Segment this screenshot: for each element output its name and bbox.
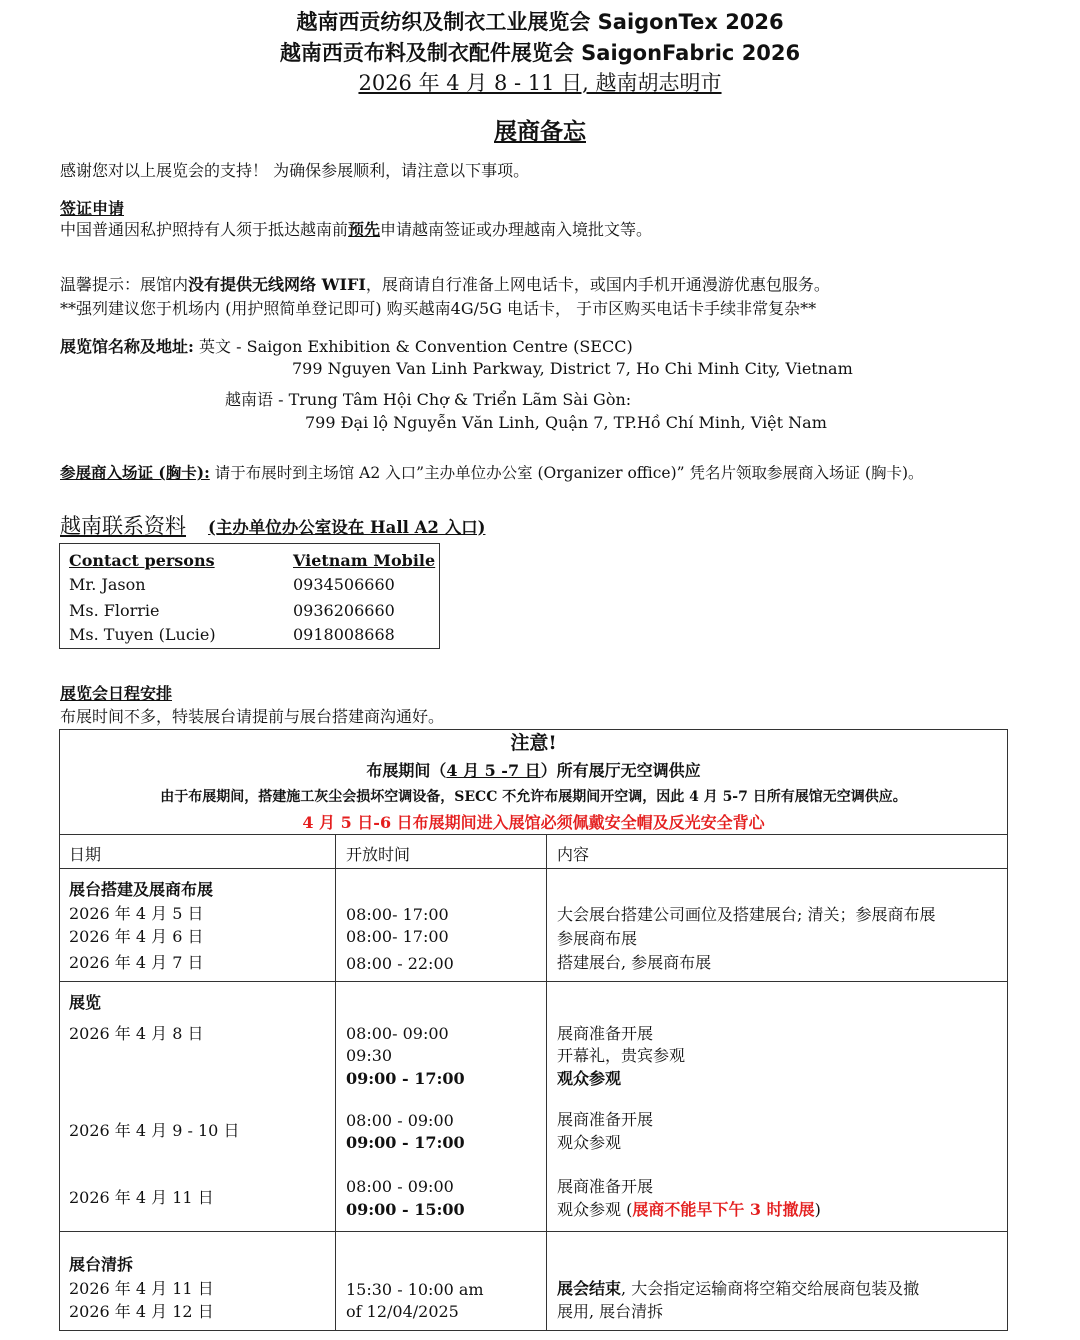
visa-text-part1: 中国普通因私护照持有人须于抵达越南前 [60,220,349,239]
row-divider [60,834,1007,835]
contacts-table [59,543,440,649]
show-day2-hours: 08:00 - 09:00 [346,1111,454,1130]
teardown-hours: of 12/04/2025 [346,1302,459,1321]
teardown-content-bold: 展会结束 [557,1279,622,1298]
teardown-date: 2026 年 4 月 11 日 [69,1279,214,1298]
teardown-content: 展用, 展台清拆 [557,1302,664,1321]
column-divider [546,834,547,1330]
setup-hours: 08:00- 17:00 [346,905,449,924]
show-day3-hours: 09:00 - 15:00 [346,1200,465,1219]
teardown-content-rest: , 大会指定运输商将空箱交给展商包装及撤 [621,1279,920,1298]
sim-card-advice: **强列建议您于机场内 (用护照简单登记即可) 购买越南4G/5G 电话卡， 于市区购买电话卡手续非常复杂** [60,299,817,318]
contact-phone: 0918008668 [293,625,395,644]
visa-text-part2: 申请越南签证或办理越南入境批文等。 [380,220,653,239]
setup-date: 2026 年 4 月 5 日 [69,904,204,923]
setup-title: 展台搭建及展商布展 [69,880,214,899]
show-day1-content: 观众参观 [557,1069,622,1088]
notice-ac-part1: 布展期间（ [366,761,447,780]
contacts-heading: 越南联系资料 [60,514,186,538]
notice-ac-part2: ）所有展厅无空调供应 [540,761,701,780]
wifi-notice-part2: ，展商请自行准备上网电话卡，或国内手机开通漫游优惠包服务。 [365,275,830,294]
venue-label: 展览馆名称及地址: [60,337,194,356]
show-day3-hours: 08:00 - 09:00 [346,1177,454,1196]
setup-date: 2026 年 4 月 6 日 [69,927,204,946]
wifi-notice [60,274,830,296]
notice-title: 注意! [510,732,557,754]
contact-name: Ms. Florrie [69,601,160,620]
contact-phone: 0934506660 [293,575,395,594]
teardown-hours: 15:30 - 10:00 am [346,1280,484,1299]
show-day1-hours: 09:30 [346,1046,393,1065]
notice-safety: 4 月 5 日-6 日布展期间进入展馆必须佩戴安全帽及反光安全背心 [302,813,765,832]
memo-title: 展商备忘 [494,118,586,145]
teardown-title: 展台清拆 [69,1255,134,1274]
show-day1-content: 展商准备开展 [557,1024,654,1043]
show-day3-date: 2026 年 4 月 11 日 [69,1188,214,1207]
setup-content: 大会展台搭建公司画位及搭建展台; 清关；参展商布展 [557,905,936,924]
visa-text [60,219,652,241]
venue-english [60,336,633,358]
setup-date: 2026 年 4 月 7 日 [69,953,204,972]
notice-detail: 由于布展期间，搭建施工灰尘会损坏空调设备，SECC 不允许布展期间开空调，因此 4 月 5-7 日所有展馆无空调供应。 [160,789,907,805]
exhibition-title-line1: 越南西贡纺织及制衣工业展览会 SaigonTex 2026 [296,10,784,34]
schedule-subtext: 布展时间不多，特装展台请提前与展台搭建商沟通好。 [60,707,445,726]
show-day3-note-part2: ) [814,1200,821,1219]
show-day2-content: 观众参观 [557,1133,622,1152]
venue-vietnamese [225,389,631,411]
exhibition-date-line: 2026 年 4 月 8 - 11 日, 越南胡志明市 [358,71,722,95]
contact-name: Mr. Jason [69,575,146,594]
teardown-content [557,1278,919,1300]
contact-name: Ms. Tuyen (Lucie) [69,625,216,644]
show-day1-date: 2026 年 4 月 8 日 [69,1024,204,1043]
show-day2-content: 展商准备开展 [557,1110,654,1129]
schedule-heading: 展览会日程安排 [60,684,173,703]
show-day1-hours: 09:00 - 17:00 [346,1069,465,1088]
contacts-col-name: Contact persons [69,551,215,570]
wifi-notice-part1: 温馨提示：展馆内 [60,275,189,294]
venue-en-prefix: 英文 - [199,337,242,356]
setup-hours: 08:00- 17:00 [346,927,449,946]
col-header-hours: 开放时间 [346,845,411,864]
teardown-date: 2026 年 4 月 12 日 [69,1302,214,1321]
show-day2-hours: 09:00 - 17:00 [346,1133,465,1152]
intro-text: 感谢您对以上展览会的支持！ 为确保参展顺利，请注意以下事项。 [60,161,530,180]
col-header-content: 内容 [557,845,590,864]
setup-hours: 08:00 - 22:00 [346,954,454,973]
contacts-note: (主办单位办公室设在 Hall A2 入口) [208,518,486,537]
show-day3-warning: 展商不能早下午 3 时撤展 [632,1200,815,1219]
setup-content: 搭建展台, 参展商布展 [557,953,712,972]
exhibitor-badge-info [60,463,924,484]
show-day3-content-note [557,1199,821,1221]
show-day1-hours: 08:00- 09:00 [346,1024,449,1043]
visa-text-emphasis: 预先 [348,220,381,239]
setup-content: 参展商布展 [557,929,638,948]
venue-vn-address: 799 Đại lộ Nguyễn Văn Linh, Quận 7, TP.Hồ Chí Minh, Việt Nam [305,413,827,432]
notice-ac-dates: 4 月 5 -7 日 [446,761,541,780]
contacts-col-phone: Vietnam Mobile [293,551,436,570]
exhibition-title-line2: 越南西贡布料及制衣配件展览会 SaigonFabric 2026 [279,41,801,65]
contact-phone: 0936206660 [293,601,395,620]
row-divider [60,981,1007,982]
column-divider [335,834,336,1330]
show-day1-content: 开幕礼，贵宾参观 [557,1046,686,1065]
row-divider [60,868,1007,869]
contacts-heading-row [60,512,485,540]
visa-heading: 签证申请 [60,199,125,218]
venue-en-address: 799 Nguyen Van Linh Parkway, District 7, Ho Chi Minh City, Vietnam [292,359,853,378]
badge-label: 参展商入场证 (胸卡): [60,463,210,482]
venue-en-name: Saigon Exhibition & Convention Centre (SECC) [246,337,633,356]
wifi-notice-emphasis: 没有提供无线网络 WIFI [188,275,366,294]
venue-vn-name: Trung Tâm Hội Chợ & Triển Lãm Sài Gòn: [288,390,632,409]
show-day2-date: 2026 年 4 月 9 - 10 日 [69,1121,240,1140]
notice-ac-line [60,760,1007,782]
venue-vn-prefix: 越南语 - [225,390,284,409]
row-divider [60,1231,1007,1232]
show-title: 展览 [69,993,102,1012]
badge-text: 请于布展时到主场馆 A2 入口”主办单位办公室 (Organizer office)” 凭名片领取参展商入场证 (胸卡)。 [214,464,924,482]
show-day3-note-part1: 观众参观 ( [557,1200,633,1219]
schedule-table [59,729,1008,1331]
show-day3-content: 展商准备开展 [557,1177,654,1196]
col-header-date: 日期 [69,845,102,864]
